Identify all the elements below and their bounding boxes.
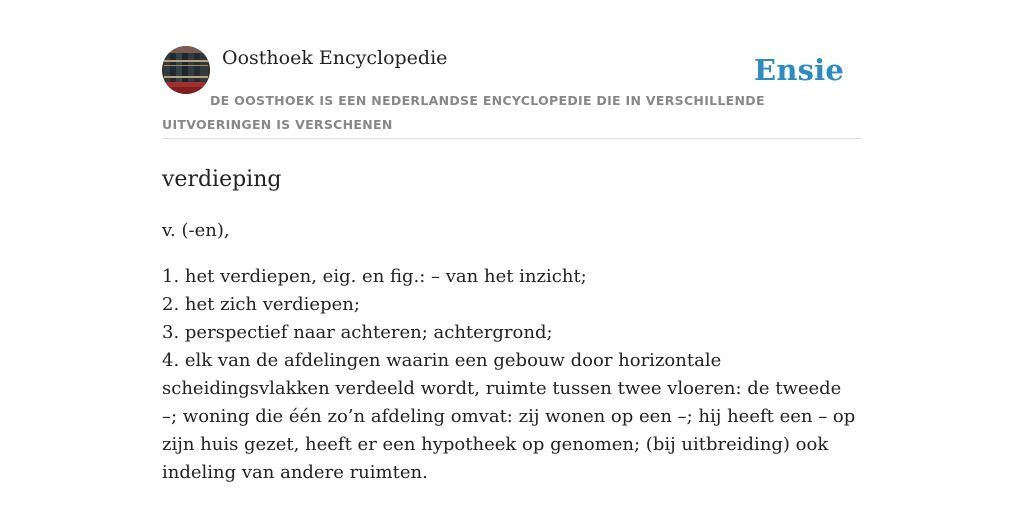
entry-card xyxy=(162,46,862,483)
entry-term: verdieping xyxy=(162,167,282,192)
entry-definitions xyxy=(162,263,862,487)
ensie-logo[interactable]: Ensie xyxy=(754,53,844,87)
definition-item: 4. elk van de afdelingen waarin een gebouw door horizontale scheidingsvlakken verdeeld wordt, ruimte tussen twee vloeren: de tweede –; woning die één zo’n afdeling omvat: zij wonen op een –; hij heeft een – op zijn huis gezet, heeft er een hypotheek op genomen; (bij uitbreiding) ook indeling van andere ruimten. xyxy=(162,350,856,483)
definition-item: 3. perspectief naar achteren; achtergrond; xyxy=(162,322,553,343)
definition-item: 1. het verdiepen, eig. en fig.: – van het inzicht; xyxy=(162,266,587,287)
site-name[interactable]: Oosthoek Encyclopedie xyxy=(222,47,448,69)
entry-grammar: v. (-en), xyxy=(162,220,230,241)
encyclopedia-books-icon[interactable] xyxy=(162,46,210,94)
site-tagline: DE OOSTHOEK IS EEN NEDERLANDSE ENCYCLOPEDIE DIE IN VERSCHILLENDE UITVOERINGEN IS VERSCHENEN xyxy=(162,93,765,132)
definition-item: 2. het zich verdiepen; xyxy=(162,294,360,315)
site-header xyxy=(162,46,862,139)
